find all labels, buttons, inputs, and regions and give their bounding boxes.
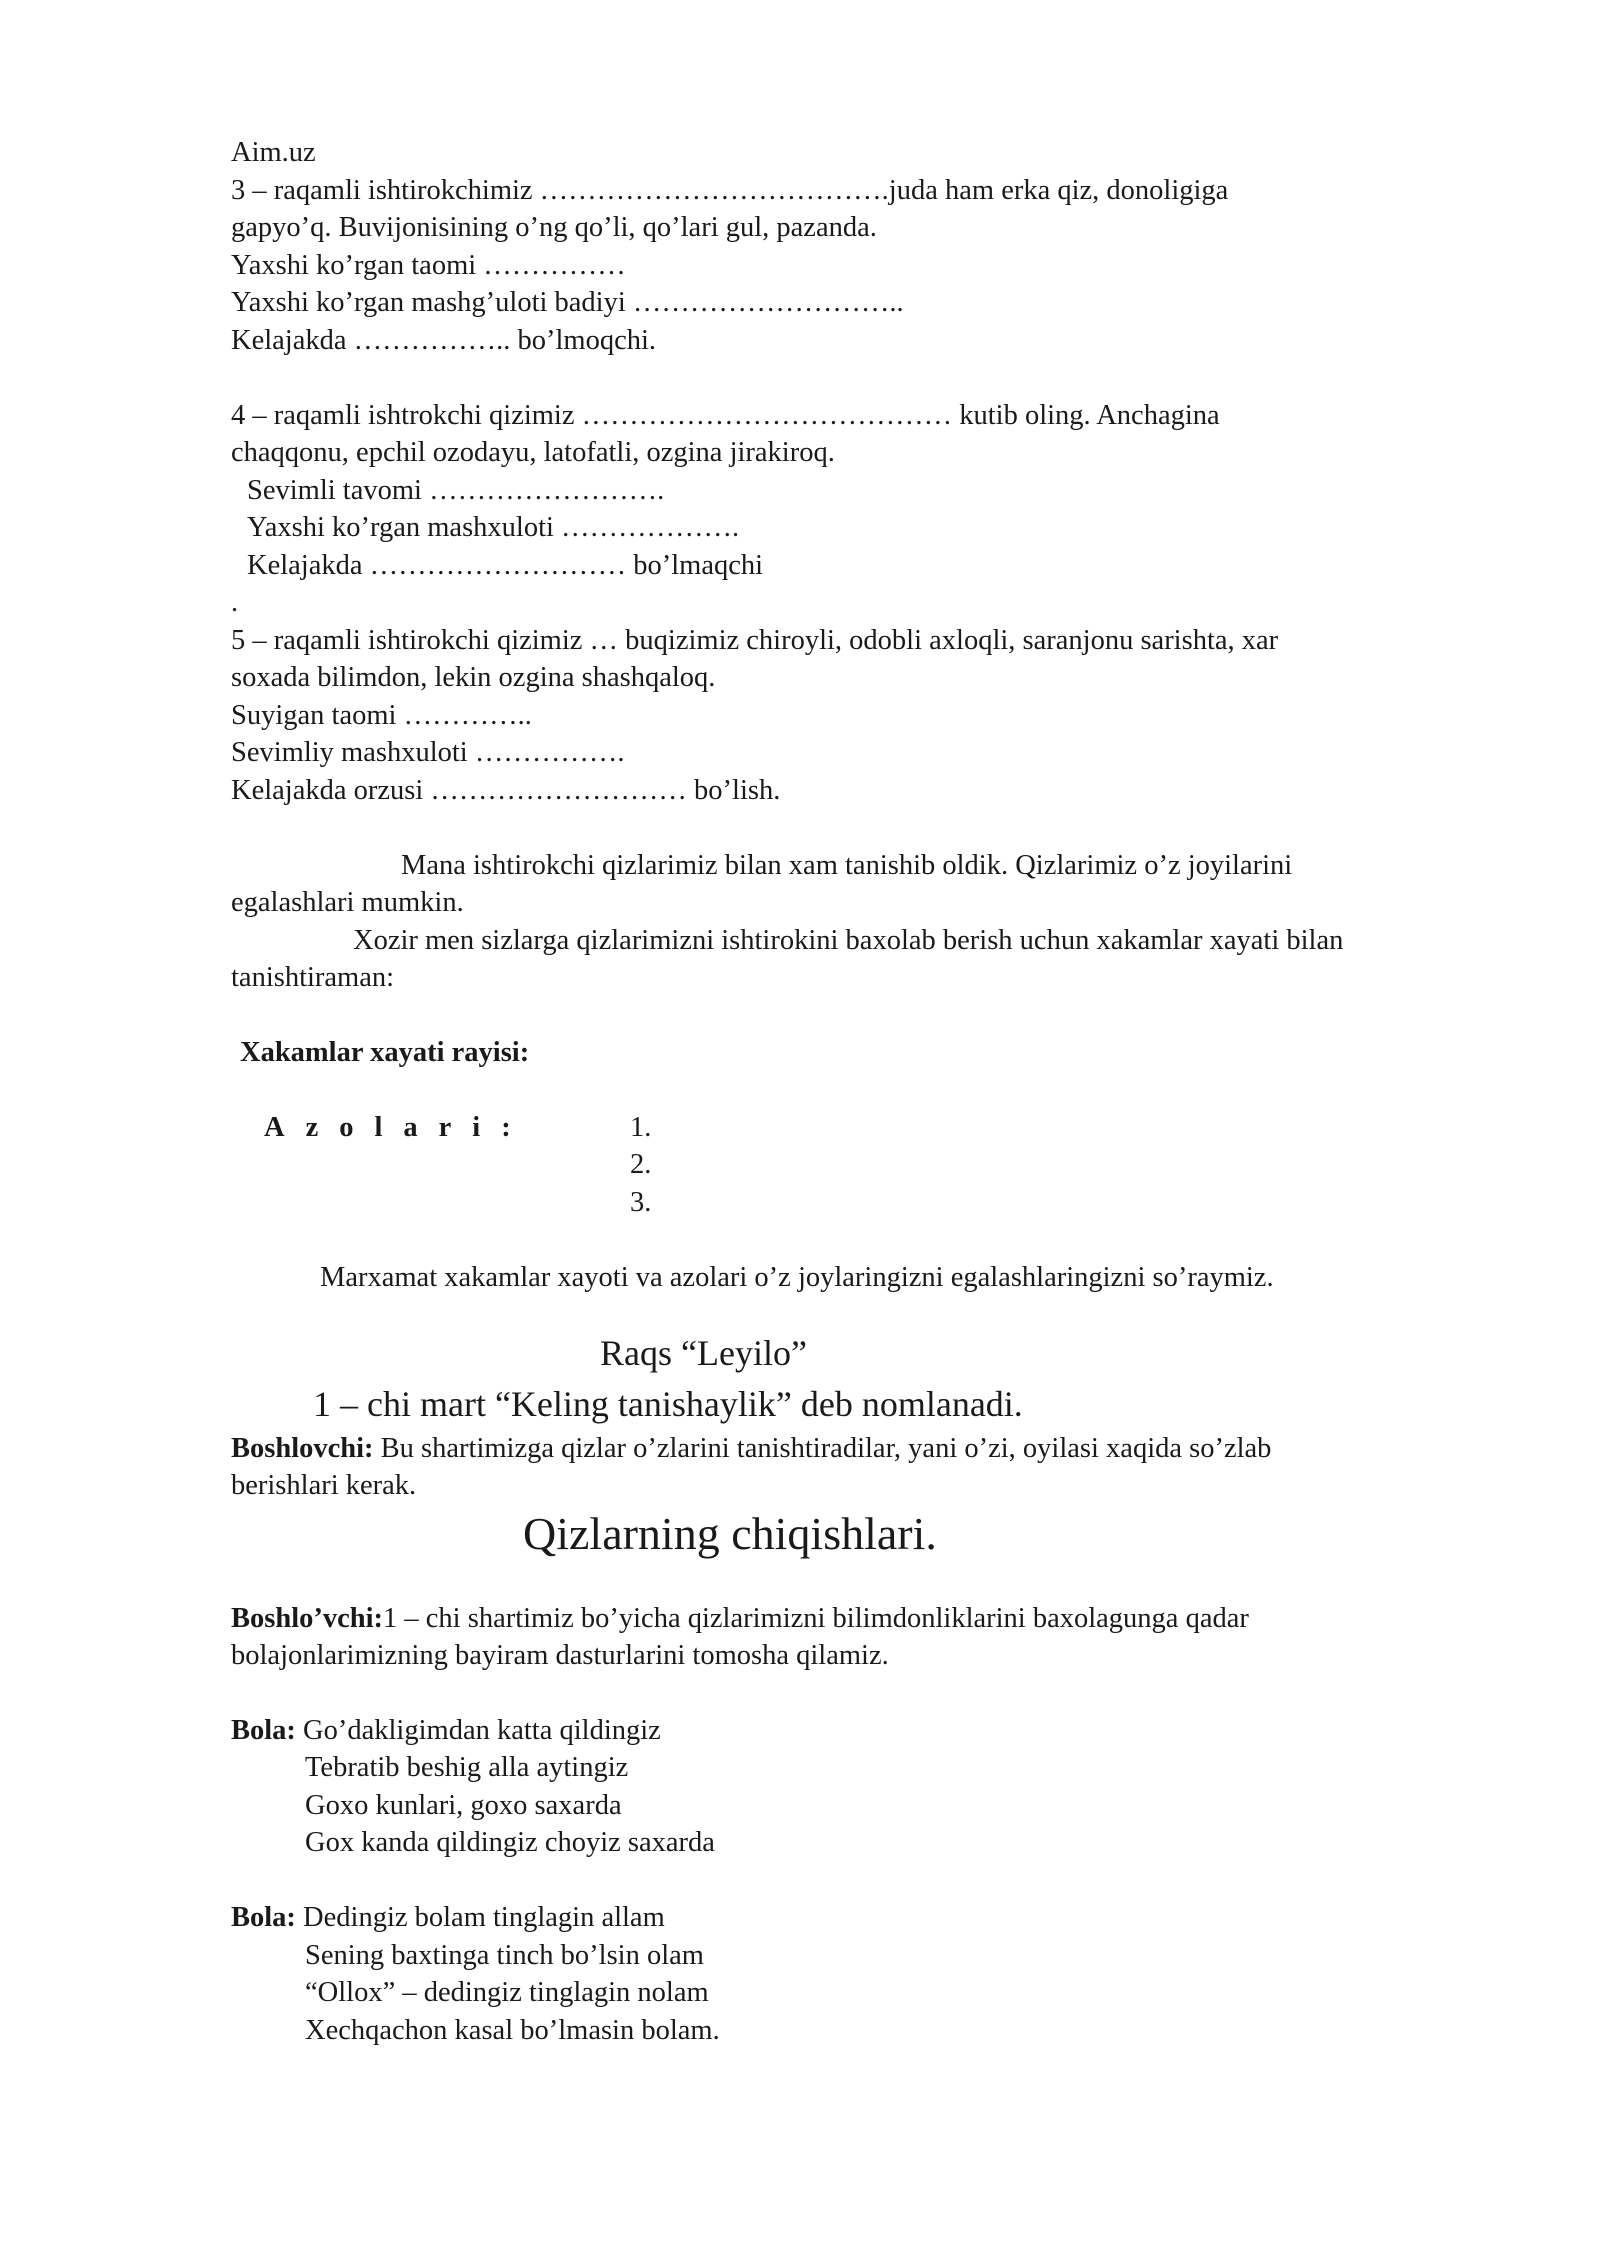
host-1-line-2: berishlari kerak.: [231, 1470, 417, 1501]
host-label: Boshlo’vchi:: [231, 1603, 384, 1634]
participant-5-future: Kelajakda orzusi ……………………… bo’lish.: [231, 775, 781, 806]
jury-member-3: 3.: [630, 1187, 652, 1218]
girls-performance-heading: Qizlarning chiqishlari.: [523, 1508, 937, 1559]
intro-line-4: tanishtiraman:: [231, 962, 395, 993]
jury-member-2: 2.: [630, 1149, 652, 1180]
jury-member-1: 1.: [630, 1112, 652, 1143]
host-2-text: 1 – chi shartimiz bo’yicha qizlarimizni bilimdonliklarini baxolagunga qadar: [383, 1603, 1249, 1634]
participant-3-intro: 3 – raqamli ishtirokchimiz ……………………………….juda ham erka qiz, donoligiga: [231, 175, 1229, 206]
poem-2-text: Dedingiz bolam tinglagin allam: [295, 1902, 665, 1933]
host-2-line-2: bolajonlarimizning bayiram dasturlarini tomosha qilamiz.: [231, 1640, 889, 1671]
intro-line-2: egalashlari mumkin.: [231, 887, 464, 918]
poem-1-line-1: [231, 1712, 661, 1750]
participant-5-intro-cont: soxada bilimdon, lekin ozgina shashqaloq.: [231, 662, 716, 693]
poem-2-line-4: Xechqachon kasal bo’lmasin bolam.: [305, 2015, 720, 2046]
poem-1-line-3: Goxo kunlari, goxo saxarda: [305, 1790, 622, 1821]
poem-2-line-3: “Ollox” – dedingiz tinglagin nolam: [305, 1977, 709, 2008]
dance-heading: Raqs “Leyilo”: [600, 1333, 807, 1373]
child-label: Bola:: [231, 1902, 296, 1933]
participant-3-hobby: Yaxshi ko’rgan mashg’uloti badiyi ………………………..: [231, 287, 904, 318]
jury-chair-heading: Xakamlar xayati rayisi:: [240, 1037, 530, 1068]
participant-5-hobby: Sevimliy mashxuloti …………….: [231, 737, 625, 768]
participant-4-future: Kelajakda ……………………… bo’lmaqchi: [247, 550, 764, 581]
poem-1-line-2: Tebratib beshig alla aytingiz: [305, 1752, 629, 1783]
participant-3-intro-cont: gapyo’q. Buvijonisining o’ng qo’li, qo’lari gul, pazanda.: [231, 212, 877, 243]
stray-dot: .: [231, 587, 239, 618]
participant-4-intro-cont: chaqqonu, epchil ozodayu, latofatli, ozgina jirakiroq.: [231, 437, 835, 468]
intro-line-1: Mana ishtirokchi qizlarimiz bilan xam tanishib oldik. Qizlarimiz o’z joyilarini: [401, 850, 1293, 881]
participant-4-food: Sevimli tavomi …………………….: [247, 475, 665, 506]
host-2-line-1: [231, 1600, 1249, 1638]
jury-members-label: Azolari:: [264, 1112, 532, 1143]
site-header: Aim.uz: [231, 137, 316, 168]
poem-1-line-4: Gox kanda qildingiz choyiz saxarda: [305, 1827, 715, 1858]
host-1-line-1: [231, 1430, 1271, 1468]
participant-5-intro: 5 – raqamli ishtirokchi qizimiz … buqizimiz chiroyli, odobli axloqli, saranjonu sarishta, xar: [231, 625, 1279, 656]
participant-3-food: Yaxshi ko’rgan taomi ……………: [231, 250, 626, 281]
child-label: Bola:: [231, 1715, 296, 1746]
poem-2-line-2: Sening baxtinga tinch bo’lsin olam: [305, 1940, 704, 1971]
participant-4-hobby: Yaxshi ko’rgan mashxuloti ……………….: [247, 512, 740, 543]
jury-invitation: Marxamat xakamlar xayoti va azolari o’z joylaringizni egalashlaringizni so’raymiz.: [320, 1262, 1274, 1293]
contest-1-heading: 1 – chi mart “Keling tanishaylik” deb nomlanadi.: [313, 1384, 1023, 1424]
participant-4-intro: 4 – raqamli ishtrokchi qizimiz ………………………………… kutib oling. Anchagina: [231, 400, 1220, 431]
participant-3-future: Kelajakda …………….. bo’lmoqchi.: [231, 325, 657, 356]
host-1-text: Bu shartimizga qizlar o’zlarini tanishtiradilar, yani o’zi, oyilasi xaqida so’zlab: [373, 1433, 1272, 1464]
intro-line-3: Xozir men sizlarga qizlarimizni ishtirokini baxolab berish uchun xakamlar xayati bilan: [353, 925, 1344, 956]
host-label: Boshlovchi:: [231, 1433, 374, 1464]
participant-5-food: Suyigan taomi …………..: [231, 700, 532, 731]
poem-2-line-1: [231, 1899, 665, 1937]
poem-1-text: Go’dakligimdan katta qildingiz: [295, 1715, 661, 1746]
